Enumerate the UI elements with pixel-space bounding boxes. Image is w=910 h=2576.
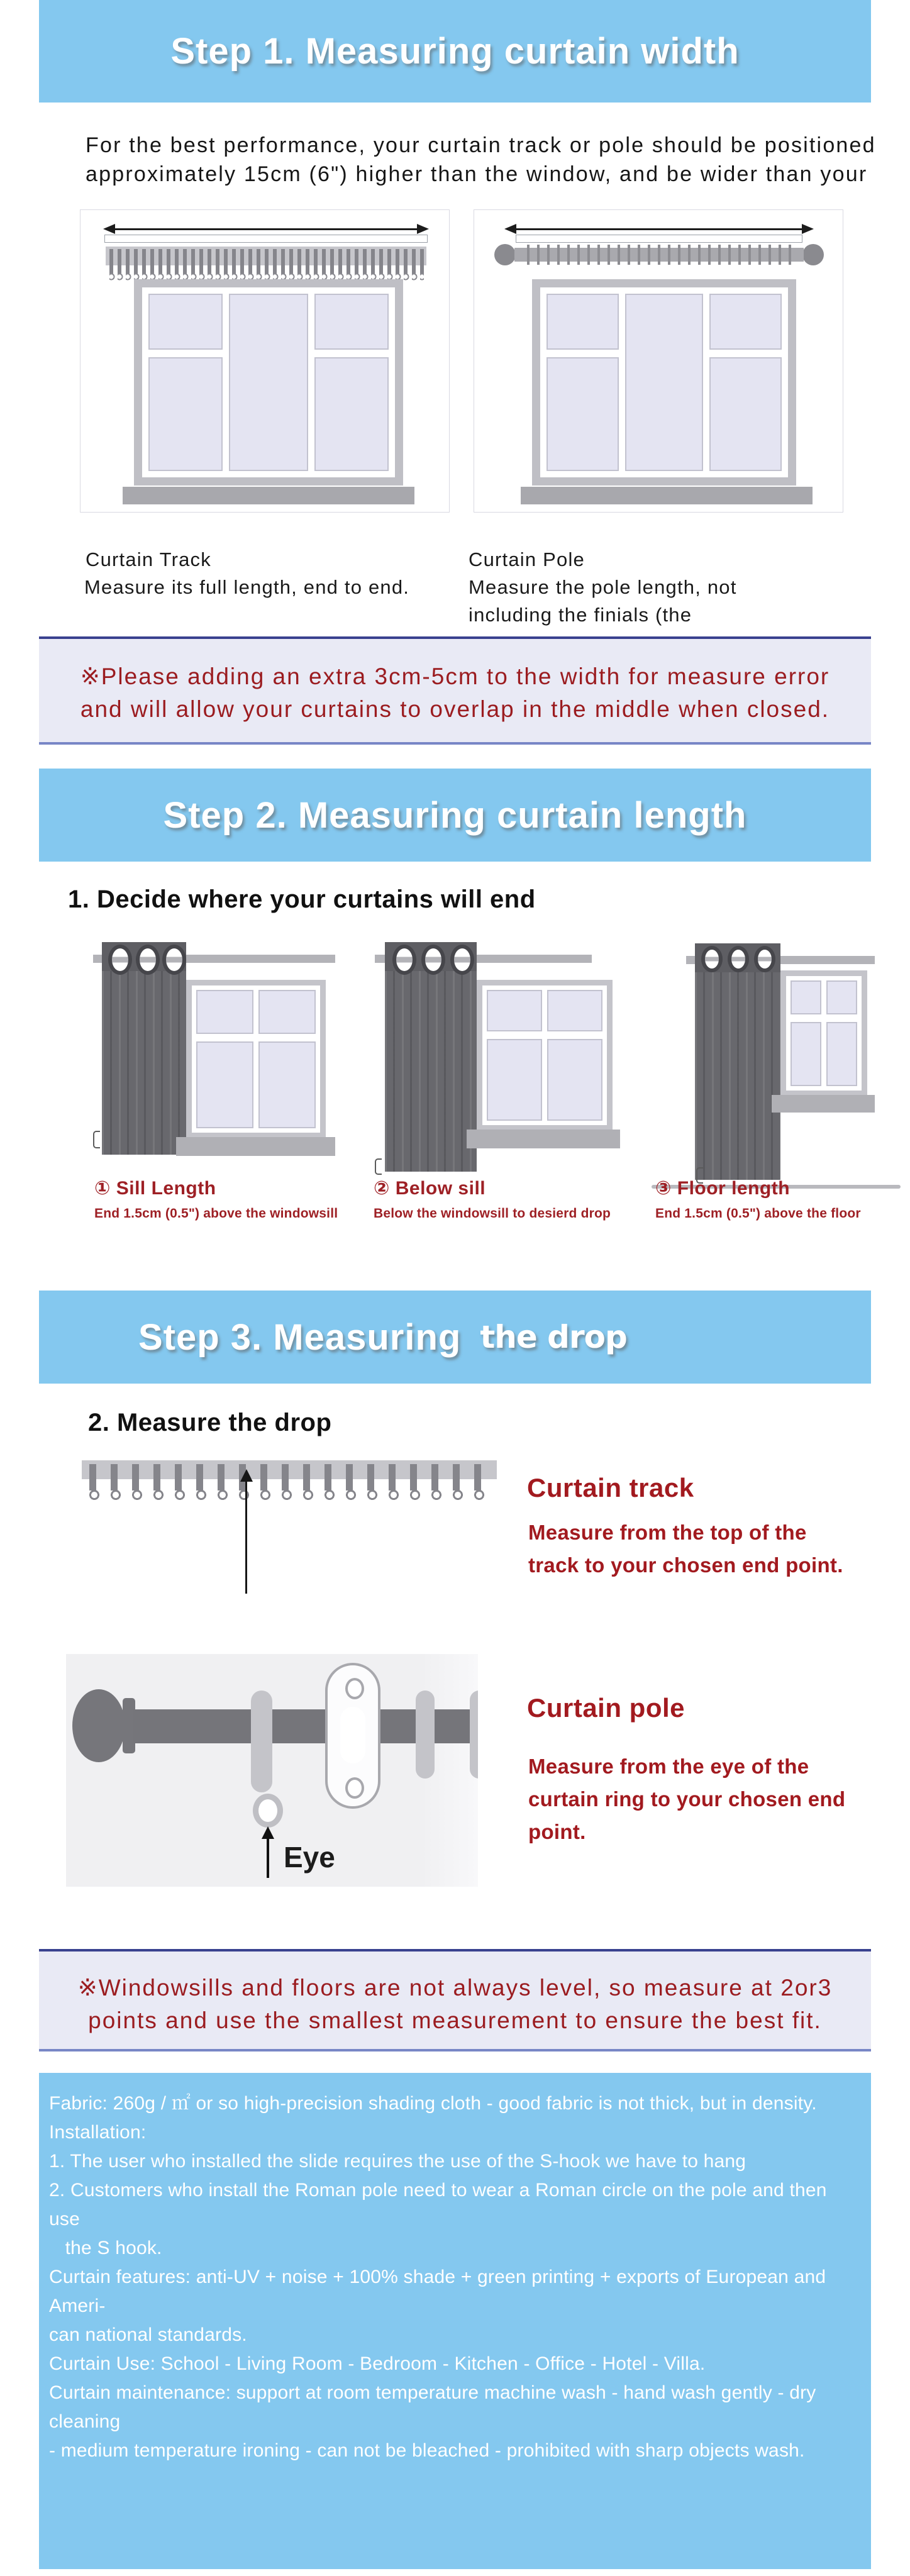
- window-illustration: [532, 279, 796, 486]
- pole-rings: [519, 245, 799, 265]
- pole-label-line2: curtain ring to your chosen end: [528, 1787, 846, 1811]
- width-arrow-icon: [103, 224, 429, 235]
- step3-banner-title-sub: the drop: [480, 1319, 627, 1355]
- pole-finial-right: [802, 244, 824, 265]
- window-sill: [467, 1130, 620, 1148]
- option3-title: [655, 1177, 790, 1199]
- step1-banner: [39, 0, 871, 103]
- detail-maintenance-b: - medium temperature ironing - can not be bleached - prohibited with sharp objects wash.: [49, 2440, 805, 2461]
- curtain-pole-diagram: [474, 209, 843, 513]
- curtain-ring: [416, 1690, 435, 1779]
- pole-label-line3: point.: [528, 1820, 586, 1843]
- window-sill: [123, 487, 414, 504]
- curtain-panel: [102, 942, 186, 1155]
- up-arrow-icon: [240, 1469, 253, 1482]
- bracket-slot: [340, 1707, 365, 1763]
- option2-number: ②: [374, 1178, 390, 1199]
- curtain-panel: [695, 943, 780, 1180]
- step2-heading: 1. Decide where your curtains will end: [68, 886, 536, 913]
- up-arrow-icon: [262, 1826, 274, 1839]
- track-gliders: [89, 1464, 489, 1491]
- detail-install-2: 2. Customers who install the Roman pole need to wear a Roman circle on the pole and then use: [49, 2180, 833, 2229]
- detail-install-2b: the S hook.: [49, 2238, 162, 2258]
- below-sill-figure: [375, 942, 620, 1194]
- window-sill: [521, 487, 813, 504]
- pole-caption-title: Curtain Pole: [469, 548, 585, 570]
- option1-title: [94, 1177, 216, 1199]
- curtain-track-diagram: [80, 209, 450, 513]
- option1-desc: End 1.5cm (0.5") above the windowsill: [94, 1206, 338, 1221]
- up-arrow-stem: [267, 1839, 269, 1878]
- pole-label-line1: Measure from the eye of the: [528, 1755, 809, 1778]
- ring-eye: [253, 1794, 283, 1828]
- drop-note-box: [39, 1949, 871, 2051]
- curtain-ring: [470, 1690, 478, 1779]
- up-arrow-stem: [245, 1480, 247, 1594]
- pole-finial-left: [494, 244, 516, 265]
- option1-number: ①: [94, 1178, 111, 1199]
- detail-use: Curtain Use: School - Living Room - Bedroom - Kitchen - Office - Hotel - Villa.: [49, 2353, 706, 2374]
- option3-number: ③: [655, 1178, 672, 1199]
- step3-heading: 2. Measure the drop: [88, 1409, 332, 1436]
- bracket-screw-top: [345, 1678, 364, 1699]
- curtain-panel: [385, 942, 477, 1172]
- window-illustration: [780, 970, 867, 1096]
- option3-label: Floor length: [677, 1178, 791, 1199]
- window-illustration: [186, 980, 326, 1138]
- sill-length-figure: [93, 942, 335, 1194]
- width-note-box: [39, 636, 871, 745]
- step2-banner-title: Step 2. Measuring curtain length: [163, 794, 747, 836]
- intro-text-line2: approximately 15cm (6") higher than the window, and be wider than your: [86, 162, 868, 186]
- width-arrow-icon: [504, 224, 814, 235]
- bracket-screw-bottom: [345, 1777, 364, 1799]
- step3-banner-title-main: Step 3. Measuring: [138, 1316, 462, 1358]
- option2-title: [374, 1177, 486, 1199]
- window-sill: [772, 1095, 875, 1113]
- drop-note-line2: points and use the smallest measurement to ensure the best fit.: [88, 2007, 822, 2033]
- measure-mark: [93, 1131, 100, 1148]
- track-caption-line: Measure its full length, end to end.: [84, 576, 410, 598]
- detail-installation: Installation:: [49, 2122, 147, 2143]
- track-label-title: Curtain track: [527, 1473, 694, 1502]
- width-note-line1: ※Please adding an extra 3cm-5cm to the width for measure error: [80, 663, 830, 689]
- track-caption-title: Curtain Track: [86, 548, 211, 570]
- measure-mark: [375, 1158, 382, 1175]
- detail-features: Curtain features: anti-UV + noise + 100% shade + green printing + exports of European and Ameri-: [49, 2267, 831, 2316]
- pole-caption-line1: Measure the pole length, not: [469, 576, 737, 598]
- option2-desc: Below the windowsill to desierd drop: [374, 1206, 611, 1221]
- drop-note-line1: ※Windowsills and floors are not always level, so measure at 2or3: [77, 1975, 833, 2001]
- detail-fabric: Fabric: 260g / ㎡ or so high-precision shading cloth - good fabric is not thick, but in density.: [49, 2093, 817, 2114]
- track-glider-rings: [89, 1489, 489, 1502]
- window-illustration: [477, 980, 613, 1131]
- intro-text-line1: For the best performance, your curtain track or pole should be positioned: [86, 133, 876, 157]
- option3-desc: End 1.5cm (0.5") above the floor: [655, 1206, 861, 1221]
- floor-length-figure: [686, 942, 875, 1194]
- track-label-line2: track to your chosen end point.: [528, 1553, 843, 1577]
- eye-label: Eye: [284, 1841, 335, 1874]
- product-details-block: [39, 2073, 871, 2569]
- detail-features-b: can national standards.: [49, 2324, 247, 2345]
- step2-banner: [39, 769, 871, 862]
- window-illustration: [134, 279, 403, 486]
- pole-label-title: Curtain pole: [527, 1693, 685, 1723]
- pole-caption-line2: including the finials (the: [469, 604, 692, 626]
- track-label-line1: Measure from the top of the: [528, 1521, 807, 1544]
- track-gliders: [109, 249, 424, 274]
- detail-maintenance: Curtain maintenance: support at room temperature machine wash - hand wash gently - dry cleaning: [49, 2382, 822, 2432]
- curtain-pole-figure: [66, 1654, 478, 1887]
- pole-finial: [72, 1689, 125, 1762]
- measure-bracket: [516, 235, 802, 243]
- option2-label: Below sill: [395, 1178, 486, 1199]
- detail-install-1: 1. The user who installed the slide requires the use of the S-hook we have to hang: [49, 2151, 746, 2172]
- step3-banner: [39, 1291, 871, 1384]
- width-note-line2: and will allow your curtains to overlap in the middle when closed.: [80, 696, 830, 722]
- step1-banner-title: Step 1. Measuring curtain width: [170, 31, 740, 72]
- option1-label: Sill Length: [116, 1178, 216, 1199]
- measure-bracket: [104, 235, 428, 243]
- curtain-ring: [251, 1690, 272, 1792]
- window-sill: [176, 1137, 335, 1156]
